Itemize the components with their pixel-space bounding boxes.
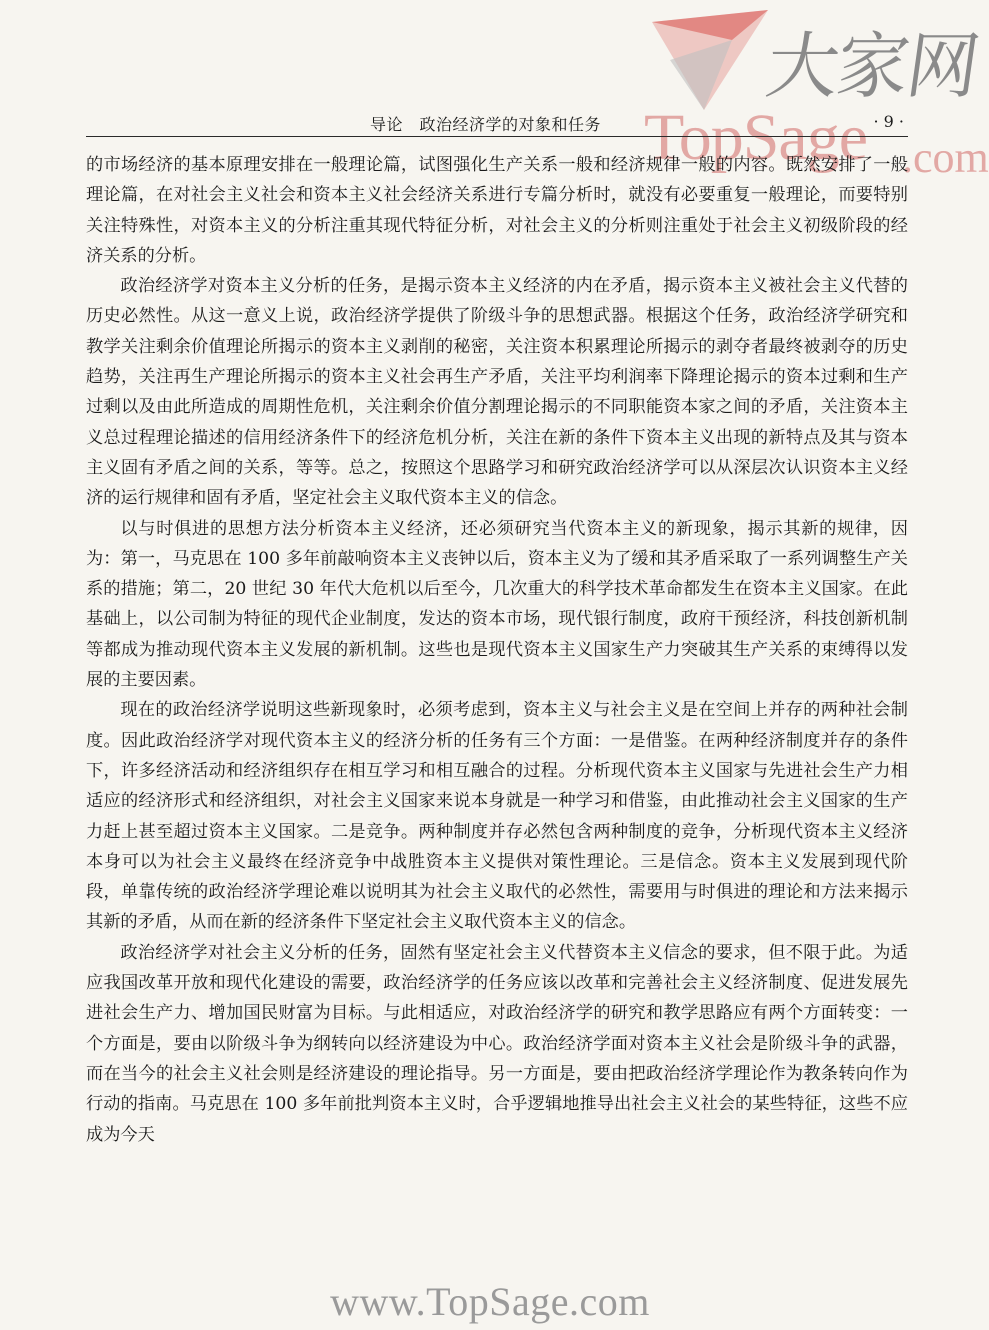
brand-text: TopSage [644,101,868,174]
brand-suffix: .com [902,133,989,182]
bottom-watermark-url: www.TopSage.com [330,1279,650,1324]
chapter-title: 导论 政治经济学的对象和任务 [370,115,602,134]
page-number: · 9 · [873,112,904,131]
paragraph: 政治经济学对社会主义分析的任务，固然有坚定社会主义代替资本主义信念的要求，但不限于此。为适应我国改革开放和现代化建设的需要，政治经济学的任务应该以改革和完善社会主义经济制度、促进发展先进社会生产力、增加国民财富为目标。与此相适应，对政治经济学的研究和教学思路应有两个方面转变：一个方面是，要由以阶级斗争为纲转向以经济建设为中心。政治经济学面对资本主义社会是阶级斗争的武器，而在当今的社会主义社会则是经济建设的理论指导。另一方面是，要由把政治经济学理论作为教条转向作为行动的指南。马克思在 100 多年前批判资本主义时，合乎逻辑地推导出社会主义社会的某些特征，这些不应成为今天 [86,942,908,1145]
paragraph: 现在的政治经济学说明这些新现象时，必须考虑到，资本主义与社会主义是在空间上并存的两种社会制度。因此政治经济学对现代资本主义的经济分析的任务有三个方面：一是借鉴。在两种经济制度并存的条件下，许多经济活动和经济组织存在相互学习和相互融合的过程。分析现代资本主义国家与先进社会生产力相适应的经济形式和经济组织，对社会主义国家来说本身就是一种学习和借鉴，由此推动社会主义国家的生产力赶上甚至超过资本主义国家。二是竞争。两种制度并存必然包含两种制度的竞争，分析现代资本主义经济本身可以为社会主义最终在经济竞争中战胜资本主义提供对策性理论。三是信念。资本主义发展到现代阶段，单靠传统的政治经济学理论难以说明其为社会主义取代的必然性，需要用与时俱进的理论和方法来揭示其新的矛盾，从而在新的经济条件下坚定社会主义取代资本主义的信念。 [86,700,908,933]
logo-text: 大家网 [761,24,984,108]
paragraph: 的市场经济的基本原理安排在一般理论篇，试图强化生产关系一般和经济规律一般的内容。既然安排了一般理论篇，在对社会主义社会和资本主义社会经济关系进行专篇分析时，就没有必要重复一般理论，而要特别关注特殊性，对资本主义的分析注重其现代特征分析，对社会主义的分析则注重处于社会主义初级阶段的经济关系的分析。 [86,155,908,266]
paragraph: 政治经济学对资本主义分析的任务，是揭示资本主义经济的内在矛盾，揭示资本主义被社会主义代替的历史必然性。从这一意义上说，政治经济学提供了阶级斗争的思想武器。根据这个任务，政治经济学研究和教学关注剩余价值理论所揭示的资本主义剥削的秘密，关注资本积累理论所揭示的剥夺者最终被剥夺的历史趋势，关注再生产理论所揭示的资本主义社会再生产矛盾，关注平均利润率下降理论揭示的资本过剩和生产过剩以及由此所造成的周期性危机，关注剩余价值分割理论揭示的不同职能资本家之间的矛盾，关注资本主义总过程理论描述的信用经济条件下的经济危机分析，关注在新的条件下资本主义出现的新特点及其与资本主义固有矛盾之间的关系，等等。总之，按照这个思路学习和研究政治经济学可以从深层次认识资本主义经济的运行规律和固有矛盾，坚定社会主义取代资本主义的信念。 [86,276,908,509]
running-header [86,104,908,137]
body-text [86,150,908,1150]
paragraph: 以与时俱进的思想方法分析资本主义经济，还必须研究当代资本主义的新现象，揭示其新的规律，因为：第一，马克思在 100 多年前敲响资本主义丧钟以后，资本主义为了缓和其矛盾采取了一系列调整生产关系的措施；第二，20 世纪 30 年代大危机以后至今，几次重大的科学技术革命都发生在资本主义国家。在此基础上，以公司制为特征的现代企业制度，发达的资本市场，现代银行制度，政府干预经济，科技创新机制等都成为推动现代资本主义发展的新机制。这些也是现代资本主义国家生产力突破其生产关系的束缚得以发展的主要因素。 [86,518,908,691]
